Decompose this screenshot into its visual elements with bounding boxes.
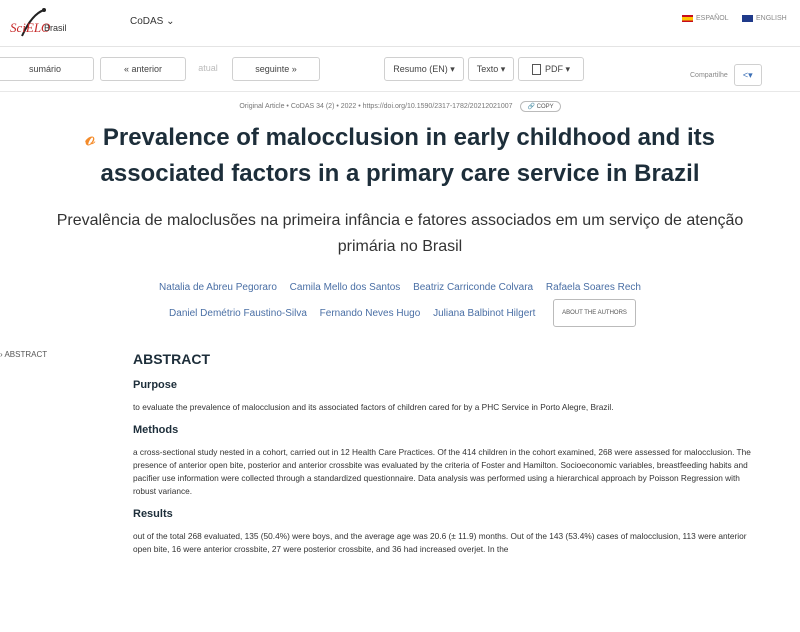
caret-down-icon: ▾ (500, 63, 506, 74)
abstract-menu-label: Resumo (EN) (393, 64, 448, 74)
lang-english[interactable] (742, 15, 787, 22)
journal-name: CoDAS (130, 16, 164, 27)
lang-spanish[interactable] (682, 15, 729, 22)
author-link[interactable]: Natalia de Abreu Pegoraro (159, 282, 277, 293)
author-link[interactable]: Fernando Neves Hugo (319, 307, 421, 319)
pdf-file-icon (532, 64, 541, 75)
purpose-heading: Purpose (133, 379, 178, 391)
pdf-menu[interactable] (518, 57, 584, 81)
purpose-text: to evaluate the prevalence of malocclusion and its associated factors of children cared for by a PHC Service in Porto Alegre, Brazil. (133, 402, 614, 412)
abstract-language-menu[interactable] (384, 57, 464, 81)
article-subtitle (0, 208, 800, 260)
scielo-logo[interactable] (4, 6, 84, 40)
results-heading: Results (133, 508, 173, 520)
previous-button[interactable]: « anterior (100, 57, 186, 81)
copy-label: COPY (536, 104, 554, 110)
logo-country: Brasil (44, 23, 67, 33)
logo-text: SciELO (10, 20, 51, 35)
abstract-heading: ABSTRACT (133, 351, 210, 367)
text-menu-label: Texto (476, 64, 499, 74)
lang-english-label: ENGLISH (756, 15, 787, 22)
methods-text: a cross-sectional study nested in a cohort, carried out in 12 Health Care Practices. Of the 414 children in the cohort examined, 268 were assessed for malocclusion. The presence of anterior open bite, posterior and anterior crossbite was evaluated by the criteria of Foster and Hamilton. Socioeconomic variables, breastfeeding habits and pacifier use information were collected through a standardized questionnaire. Data analysis was performed using a hierarchical approach by Poisson Regression with robust variance. (133, 447, 751, 496)
author-link[interactable]: Daniel Demétrio Faustino-Silva (169, 307, 307, 319)
link-icon: 🔗 (527, 104, 535, 110)
text-language-menu[interactable] (468, 57, 514, 81)
next-button[interactable]: seguinte » (232, 57, 320, 81)
current-button: atual (190, 57, 226, 79)
pdf-menu-label: PDF (544, 64, 563, 74)
journal-dropdown[interactable] (130, 16, 175, 27)
title-line-1: Prevalence of malocclusion in early childhood and its (102, 124, 716, 151)
sidebar-abstract-link[interactable] (0, 350, 47, 359)
authors-row-1 (60, 277, 740, 299)
summary-button[interactable]: sumário (0, 57, 94, 81)
share-button[interactable] (734, 64, 762, 86)
author-link[interactable]: Beatriz Carriconde Colvara (413, 282, 534, 293)
about-authors-button[interactable]: ABOUT THE AUTHORS (553, 299, 636, 327)
author-link[interactable]: Rafaela Soares Rech (545, 282, 641, 293)
caret-down-icon: ▾ (450, 63, 455, 74)
article-meta (0, 101, 800, 112)
share-label: Compartilhe (690, 71, 728, 79)
lang-spanish-label: ESPAÑOL (696, 15, 729, 22)
article-toolbar (0, 47, 800, 92)
subtitle-line-1: Prevalência de maloclusões na primeira infância e fatores associados em um serviço de atenção (56, 212, 744, 229)
abstract-section (133, 351, 763, 556)
author-link[interactable]: Camila Mello dos Santos (289, 282, 401, 293)
article-meta-text: Original Article • CoDAS 34 (2) • 2022 • https://doi.org/10.1590/2317-1782/20212021007 (239, 103, 513, 110)
share-section (690, 64, 762, 86)
methods-heading: Methods (133, 424, 179, 436)
chevron-down-icon: ⌄ (166, 16, 175, 27)
title-line-2: associated factors in a primary care service in Brazil (100, 160, 700, 187)
share-icon: <▾ (742, 69, 753, 80)
spain-flag-icon (682, 15, 693, 22)
article-title (40, 120, 760, 192)
open-access-icon: 𝓸 (84, 124, 97, 151)
bullet-icon: › (0, 350, 3, 359)
authors-row-2 (60, 299, 740, 327)
copy-doi-button[interactable] (520, 101, 560, 112)
caret-down-icon: ▾ (565, 63, 571, 74)
sidebar-abstract-label: ABSTRACT (4, 350, 48, 359)
author-link[interactable]: Juliana Balbinot Hilgert (433, 307, 536, 319)
uk-flag-icon (742, 15, 753, 22)
results-text: out of the total 268 evaluated, 135 (50.4%) were boys, and the average age was 20.6 (± 11.9) months. Out of the 143 (53.4%) cases of malocclusion, 113 were anterior open bite, 16 were anterior crossbite, 27 were posterior crossbite, and 36 had increased overjet. In the (133, 531, 747, 554)
site-header (0, 0, 800, 47)
subtitle-line-2: primária no Brasil (337, 238, 463, 255)
